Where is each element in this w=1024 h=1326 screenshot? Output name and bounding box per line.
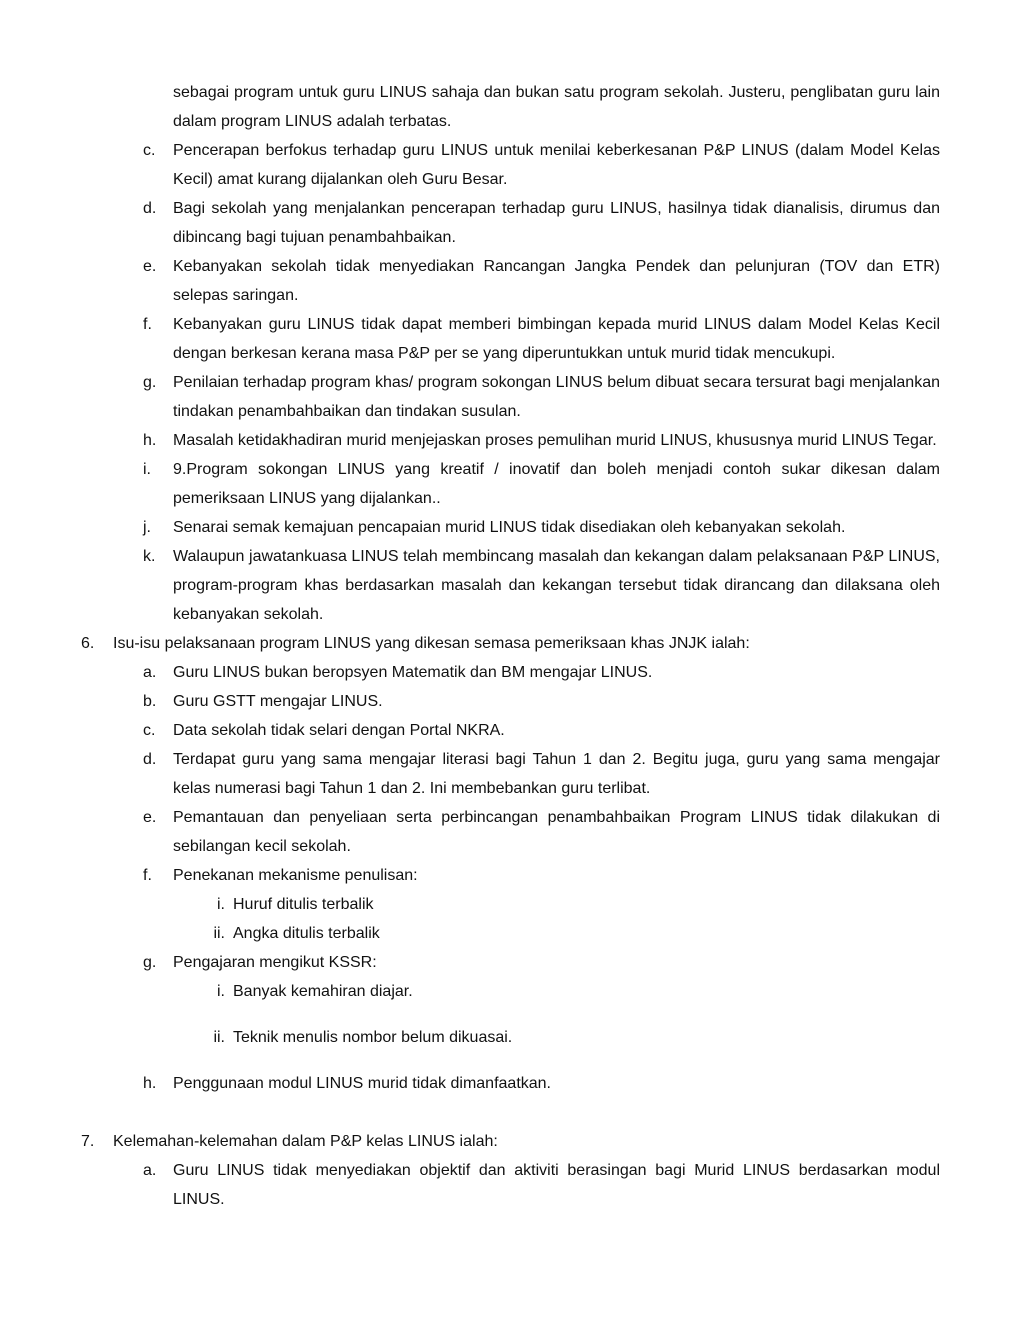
sub-list-marker: i. [217,896,225,913]
sub-list-marker: ii. [213,925,225,942]
list-item-text: Penilaian terhadap program khas/ program sokongan LINUS belum dibuat secara tersurat bagi menjalankan tindakan penambahbaikan dan tindakan susulan. [173,374,940,420]
list-marker: h. [143,1075,157,1092]
list-item-text: Kebanyakan guru LINUS tidak dapat memberi bimbingan kepada murid LINUS dalam Model Kelas Kecil dengan berkesan kerana masa P&P per se yang diperuntukkan untuk murid tidak mencukupi. [173,316,940,362]
list-marker: b. [143,693,157,710]
list-item [143,455,940,513]
sub-list-item-text: Angka ditulis terbalik [233,925,380,942]
list-item [143,861,940,890]
list-marker: f. [143,316,152,333]
list-marker: a. [143,1162,157,1179]
section-heading-text: Kelemahan-kelemahan dalam P&P kelas LINUS ialah: [113,1133,498,1150]
list-marker: d. [143,751,157,768]
list-item [143,948,940,977]
list-item-text: Terdapat guru yang sama mengajar literasi bagi Tahun 1 dan 2. Begitu juga, guru yang sama mengajar kelas numerasi bagi Tahun 1 dan 2. Ini membebankan guru terlibat. [173,751,940,797]
document-page [0,78,1024,1214]
list-marker: g. [143,374,157,391]
list-item [143,194,940,252]
continuation-paragraph [173,78,940,136]
list-item [143,310,940,368]
section-number: 6. [81,635,95,652]
section-number: 7. [81,1133,95,1150]
list-item [143,136,940,194]
list-item-text: Guru LINUS bukan beropsyen Matematik dan BM mengajar LINUS. [173,664,653,681]
list-item-text: Penekanan mekanisme penulisan: [173,867,418,884]
continuation-text: sebagai program untuk guru LINUS sahaja dan bukan satu program sekolah. Justeru, penglibatan guru lain dalam program LINUS adalah terbatas. [173,84,940,130]
list-item-text: Penggunaan modul LINUS murid tidak dimanfaatkan. [173,1075,551,1092]
list-item [143,1156,940,1214]
list-item [143,513,940,542]
list-item-text: Pemantauan dan penyeliaan serta perbincangan penambahbaikan Program LINUS tidak dilakukan di sebilangan kecil sekolah. [173,809,940,855]
list-item [143,745,940,803]
list-marker: i. [143,461,151,478]
list-item [143,252,940,310]
list-marker: f. [143,867,152,884]
list-item [143,658,940,687]
list-item [143,368,940,426]
list-marker: a. [143,664,157,681]
list-item-text: Pencerapan berfokus terhadap guru LINUS untuk menilai keberkesanan P&P LINUS (dalam Model Kelas Kecil) amat kurang dijalankan oleh Guru Besar. [173,142,940,188]
list-item [143,803,940,861]
list-item-text: Data sekolah tidak selari dengan Portal NKRA. [173,722,505,739]
list-item-text: Masalah ketidakhadiran murid menjejaskan proses pemulihan murid LINUS, khususnya murid LINUS Tegar. [173,432,937,449]
list-item [143,426,940,455]
sub-list-item [217,890,940,919]
list-item-text: Senarai semak kemajuan pencapaian murid LINUS tidak disediakan oleh kebanyakan sekolah. [173,519,846,536]
sub-list-marker: i. [217,983,225,1000]
sub-list-item [213,919,940,948]
list-marker: k. [143,548,156,565]
list-item [143,687,940,716]
list-item-text: Guru GSTT mengajar LINUS. [173,693,383,710]
sub-list-item-text: Huruf ditulis terbalik [233,896,374,913]
section-7-heading [81,1127,940,1156]
list-marker: g. [143,954,157,971]
sub-list-item-text: Teknik menulis nombor belum dikuasai. [233,1029,513,1046]
list-marker: h. [143,432,157,449]
sub-list-item-text: Banyak kemahiran diajar. [233,983,413,1000]
list-item-text: Pengajaran mengikut KSSR: [173,954,377,971]
section-heading-text: Isu-isu pelaksanaan program LINUS yang dikesan semasa pemeriksaan khas JNJK ialah: [113,635,750,652]
list-marker: c. [143,722,156,739]
list-item [143,716,940,745]
list-item-text: Guru LINUS tidak menyediakan objektif dan aktiviti berasingan bagi Murid LINUS berdasarkan modul LINUS. [173,1162,940,1208]
sub-list-marker: ii. [213,1029,225,1046]
list-item [143,1069,940,1098]
list-item-text: Kebanyakan sekolah tidak menyediakan Rancangan Jangka Pendek dan pelunjuran (TOV dan ETR) selepas saringan. [173,258,940,304]
list-item-text: Bagi sekolah yang menjalankan pencerapan terhadap guru LINUS, hasilnya tidak dianalisis, dirumus dan dibincang bagi tujuan penambahbaikan. [173,200,940,246]
sub-list-item [213,1023,940,1052]
section-6-heading [81,629,940,658]
list-item-text: 9.Program sokongan LINUS yang kreatif / inovatif dan boleh menjadi contoh sukar dikesan dalam pemeriksaan LINUS yang dijalankan.. [173,461,940,507]
list-item-text: Walaupun jawatankuasa LINUS telah membincang masalah dan kekangan dalam pelaksanaan P&P LINUS, program-program khas berdasarkan masalah dan kekangan tersebut tidak dirancang dan dilaksana oleh kebanyakan sekolah. [173,548,940,623]
list-marker: j. [143,519,151,536]
list-marker: d. [143,200,157,217]
sub-list-item [217,977,940,1006]
list-item [143,542,940,629]
list-marker: e. [143,258,157,275]
list-marker: c. [143,142,156,159]
list-marker: e. [143,809,157,826]
